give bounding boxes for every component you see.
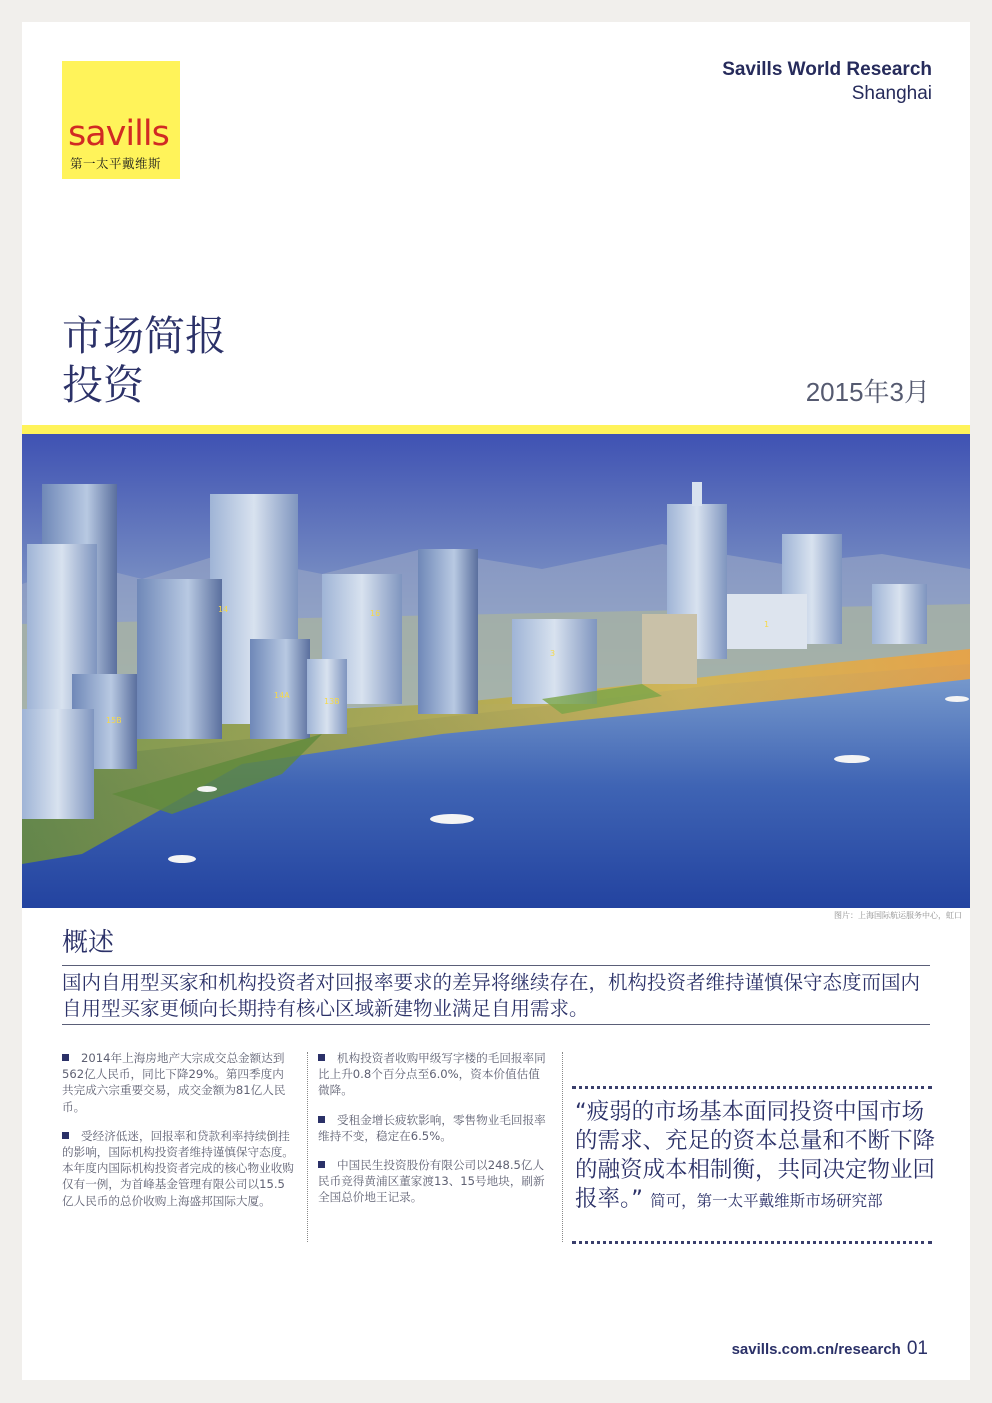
bullet-square-icon (318, 1054, 325, 1061)
bullet-item (62, 1050, 294, 1115)
bullet-text: 2014年上海房地产大宗成交总金额达到562亿人民币，同比下降29%。第四季度内共完成六宗重要交易，成交金额为81亿人民币。 (62, 1051, 286, 1114)
hero-illustration (22, 434, 970, 908)
building-label-16: 16 (370, 609, 381, 618)
quote-text: “疲弱的市场基本面同投资中国市场的需求、充足的资本总量和不断下降的融资成本相制衡，共同决定物业回报率。” (575, 1099, 936, 1212)
yellow-divider (22, 425, 970, 434)
heading-rule (62, 965, 930, 966)
bullet-item (318, 1112, 548, 1144)
section-heading: 概述 (62, 928, 115, 958)
bullets-column-2 (318, 1050, 548, 1219)
quote-attribution: 简可，第一太平戴维斯市场研究部 (650, 1192, 883, 1210)
bullet-square-icon (62, 1132, 69, 1139)
building-label-14a: 14A (274, 691, 290, 700)
research-city: Shanghai (851, 82, 932, 104)
image-caption: 图片：上海国际航运服务中心，虹口 (834, 911, 962, 920)
column-divider-1 (307, 1052, 308, 1242)
title-line-1: 市场简报 (62, 312, 226, 360)
building-label-13b: 13B (324, 697, 340, 706)
building-label-1: 1 (764, 620, 770, 629)
hero-image (22, 434, 970, 908)
bullet-text: 机构投资者收购甲级写字楼的毛回报率同比上升0.8个百分点至6.0%，资本价值估值微降。 (318, 1051, 546, 1098)
bullet-item (62, 1128, 294, 1209)
quote-top-rule (572, 1086, 932, 1089)
research-title: Savills World Research (722, 59, 932, 80)
page-title (62, 312, 226, 410)
bullet-square-icon (318, 1161, 325, 1168)
bullet-text: 受租金增长疲软影响，零售物业毛回报率维持不变，稳定在6.5%。 (318, 1112, 546, 1143)
overview-summary: 国内自用型买家和机构投资者对回报率要求的差异将继续存在，机构投资者维持谨慎保守态度而国内自用型买家更倾向长期持有核心区域新建物业满足自用需求。 (62, 971, 921, 1020)
building-label-14: 14 (218, 605, 229, 614)
bullet-text: 受经济低迷，回报率和贷款利率持续倒挂的影响，国际机构投资者维持谨慎保守态度。本年度内国际机构投资者完成的核心物业收购仅有一例，为首峰基金管理有限公司以15.5亿人民币的总价收购上海盛邦国际大厦。 (62, 1128, 294, 1208)
bullet-item (318, 1050, 548, 1099)
quote-bottom-rule (572, 1241, 932, 1244)
footer-url[interactable]: savills.com.cn/research (731, 1341, 901, 1358)
column-divider-2 (562, 1052, 563, 1242)
building-label-15b: 15B (106, 716, 122, 725)
bullet-square-icon (318, 1116, 325, 1123)
logo-cn-name: 第一太平戴维斯 (70, 156, 162, 171)
page (22, 22, 970, 1380)
savills-logo (62, 61, 180, 179)
page-number: 01 (906, 1338, 928, 1359)
bullet-square-icon (62, 1054, 69, 1061)
pull-quote (575, 1098, 935, 1216)
title-line-2: 投资 (62, 361, 144, 409)
bullet-text: 中国民生投资股份有限公司以248.5亿人民币竞得黄浦区董家渡13、15号地块，刷新全国总价地王记录。 (318, 1158, 545, 1205)
page-footer (732, 1338, 928, 1360)
research-header (722, 58, 932, 106)
bullets-column-1 (62, 1050, 294, 1222)
logo-wordmark: savills (68, 114, 169, 154)
bullet-item (318, 1157, 548, 1206)
building-label-3: 3 (550, 649, 556, 658)
report-date: 2015年3月 (805, 377, 930, 407)
summary-rule (62, 1024, 930, 1025)
